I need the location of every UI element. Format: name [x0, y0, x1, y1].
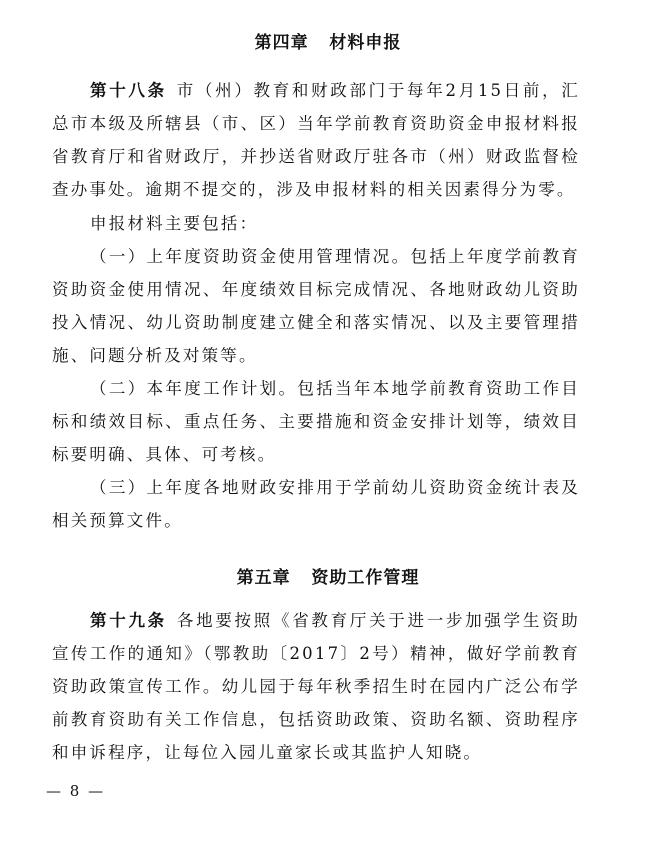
page-number: — 8 — [46, 782, 106, 800]
article-19-paragraph [52, 604, 580, 769]
materials-item-3: （三）上年度各地财政安排用于学前幼儿资助资金统计表及相关预算文件。 [52, 478, 580, 530]
materials-intro: 申报材料主要包括： [90, 214, 259, 233]
article-18-paragraph [52, 74, 580, 206]
article-18-number: 第十八条 [90, 81, 167, 100]
article-19-text: 各地要按照《省教育厅关于进一步加强学生资助宣传工作的通知》（鄂教助〔2017〕2号）精神，做好学前教育资助政策宣传工作。幼儿园于每年秋季招生时在园内广泛公布学前教育资助有关工作信息，包括资助政策、资助名额、资助程序和申诉程序，让每位入园儿童家长或其监护人知晓。 [52, 611, 580, 762]
article-19-number: 第十九条 [90, 611, 167, 630]
article-18-text: 市（州）教育和财政部门于每年2月15日前，汇总市本级及所辖县（市、区）当年学前教育资助资金申报材料报省教育厅和省财政厅，并抄送省财政厅驻各市（州）财政监督检查办事处。逾期不提交的，涉及申报材料的相关因素得分为零。 [52, 81, 580, 199]
materials-item-1: （一）上年度资助资金使用管理情况。包括上年度学前教育资助资金使用情况、年度绩效目标完成情况、各地财政幼儿资助投入情况、幼儿资助制度建立健全和落实情况、以及主要管理措施、问题分析及对策等。 [52, 247, 580, 365]
materials-item-2: （二）本年度工作计划。包括当年本地学前教育资助工作目标和绩效目标、重点任务、主要措施和资金安排计划等，绩效目标要明确、具体、可考核。 [52, 379, 580, 464]
chapter-4-title: 第四章 材料申报 [254, 33, 402, 53]
chapter-5-title: 第五章 资助工作管理 [236, 568, 420, 588]
